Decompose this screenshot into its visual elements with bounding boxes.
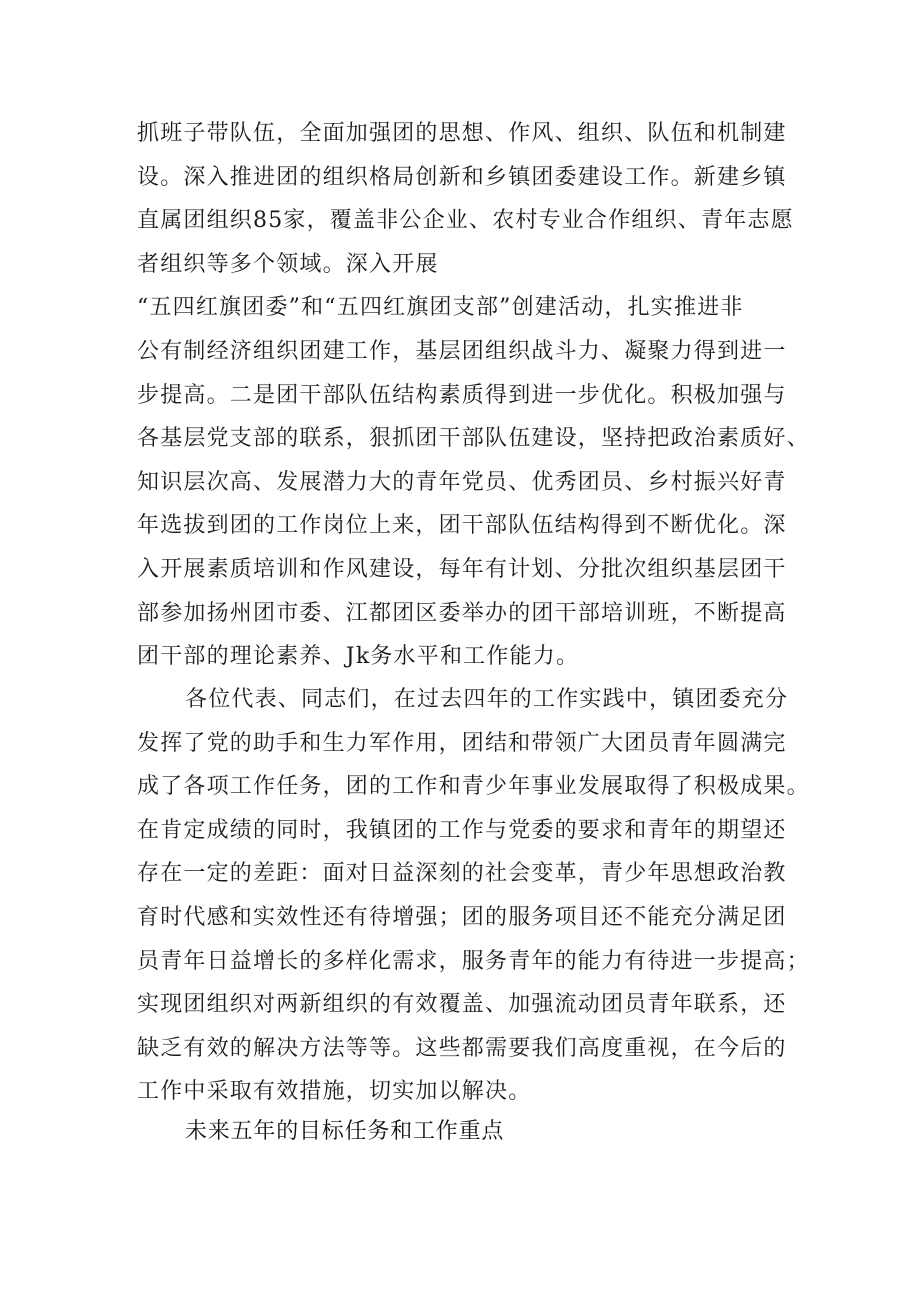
text-line: 设。深入推进团的组织格局创新和乡镇团委建设工作。新建乡镇: [137, 164, 787, 190]
text-line: 实现团组织对两新组织的有效覆盖、加强流动团员青年联系，还: [137, 992, 787, 1018]
text-line: 公有制经济组织团建工作，基层团组织战斗力、凝聚力得到进一: [137, 338, 787, 364]
paragraph-1: [137, 112, 810, 679]
text-line: 部参加扬州团市委、江都团区委举办的团干部培训班，不断提高: [137, 600, 787, 626]
text-line: 存在一定的差距：面对日益深刻的社会变革，青少年思想政治教: [137, 861, 787, 887]
text-line: 工作中采取有效措施，切实加以解决。: [137, 1079, 532, 1105]
text-line: 直属团组织85家，覆盖非公企业、农村专业合作组织、青年志愿: [137, 208, 794, 234]
text-line: 在肯定成绩的同时，我镇团的工作与党委的要求和青年的期望还: [137, 817, 787, 843]
paragraph-2: [137, 678, 810, 1114]
text-line: “五四红旗团委”和“五四红旗团支部”创建活动，扎实推进非: [137, 295, 744, 321]
text-line: 团干部的理论素养、Jk务水平和工作能力。: [137, 644, 580, 670]
text-line: 者组织等多个领域。深入开展: [137, 251, 439, 277]
text-line: 育时代感和实效性还有待增强；团的服务项目还不能充分满足团: [137, 904, 787, 930]
text-line: 知识层次高、发展潜力大的青年党员、优秀团员、乡村振兴好青: [137, 469, 787, 495]
text-line: 员青年日益增长的多样化需求，服务青年的能力有待进一步提高；: [137, 948, 810, 974]
text-line: 年选拔到团的工作岗位上来，团干部队伍结构得到不断优化。深: [137, 513, 787, 539]
text-line: 入开展素质培训和作风建设，每年有计划、分批次组织基层团干: [137, 556, 787, 582]
text-line: 成了各项工作任务，团的工作和青少年事业发展取得了积极成果。: [137, 774, 810, 800]
section-heading: 未来五年的目标任务和工作重点: [185, 1119, 505, 1144]
text-line: 抓班子带队伍，全面加强团的思想、作风、组织、队伍和机制建: [137, 121, 787, 146]
text-line: 发挥了党的助手和生力军作用，团结和带领广大团员青年圆满完: [137, 730, 787, 756]
text-line: 各基层党支部的联系，狠抓团干部队伍建设，坚持把政治素质好、: [137, 426, 810, 452]
text-line: 各位代表、同志们，在过去四年的工作实践中，镇团委充分: [185, 687, 789, 712]
text-line: 步提高。二是团干部队伍结构素质得到进一步优化。积极加强与: [137, 382, 787, 408]
text-line: 缺乏有效的解决方法等等。这些都需要我们高度重视，在今后的: [137, 1035, 787, 1061]
